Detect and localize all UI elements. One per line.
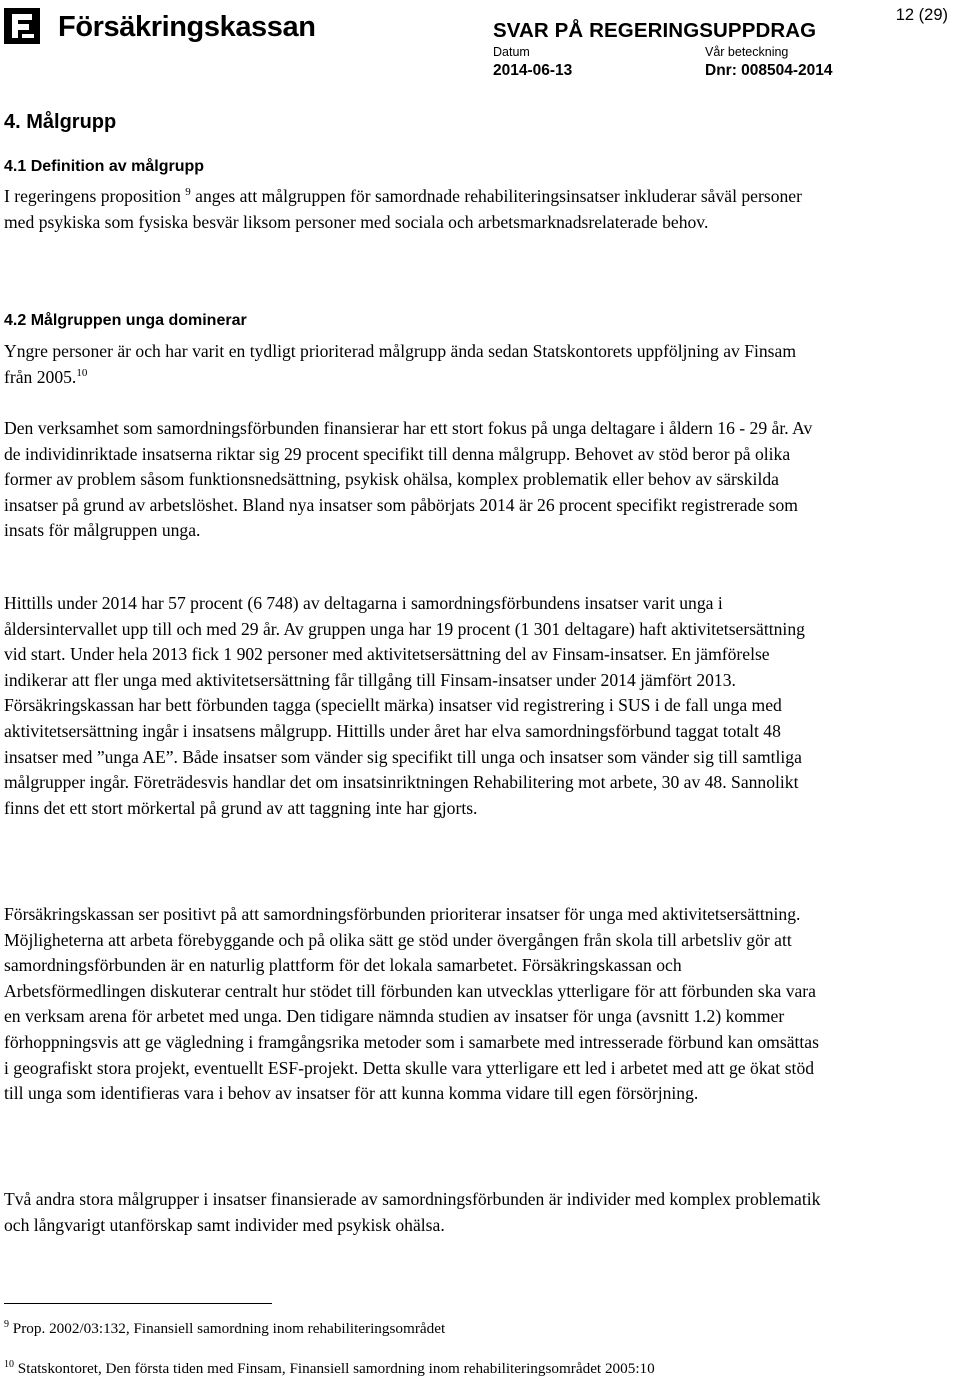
reference-label: Vår beteckning: [705, 45, 789, 59]
footnote-divider: [4, 1303, 272, 1304]
paragraph-definition: I regeringens proposition $^9$ anges att målgruppen för samordnade rehabiliteringsinsatser inkluderar såväl personer med psykiska som fysiska besvär liksom personer med sociala och arbetsmarknadsrelaterade behov.: [4, 186, 802, 232]
paragraph-young-priority: Yngre personer är och har varit en tydligt prioriterad målgrupp ända sedan Statskontorets uppföljning av Finsam från 2005.10: [4, 341, 797, 387]
reference-value: Dnr: 008504-2014: [705, 62, 833, 79]
paragraph-other-groups: Två andra stora målgrupper i insatser finansierade av samordningsförbunden är individer med komplex problematik och långvarigt utanförskap samt individer med psykisk ohälsa.: [4, 1189, 821, 1235]
paragraph-positive-view: Försäkringskassan ser positivt på att samordningsförbunden prioriterar insatser för unga med aktivitetsersättning. Möjligheterna att arbeta förebyggande och på olika sätt ge stöd under övergången från skola till arbetsliv gör att samordningsförbunden är en naturlig plattform för det lokala samarbetet. Försäkringskassan och Arbetsförmedlingen diskuterar centralt hur stödet till förbunden kan utvecklas ytterligare för att förbunden ska vara en verksam arena för arbetet med unga. Den tidigare nämnda studien av insatser för unga (avsnitt 1.2) kommer förhoppningsvis att ge vägledning i framgångsrika metoder som i samarbete med intresserade förbund kan omsättas i geografiskt stora projekt, eventuellt ESF-projekt. Detta skulle vara ytterligare ett led i arbetet med att ge ökat stöd till unga som identifieras vara i behov av insatser för att kunna komma vidare till egen försörjning.: [4, 904, 819, 1104]
subsection-heading-4-1: 4.1 Definition av målgrupp: [4, 158, 205, 175]
logo: [4, 6, 334, 46]
date-value: 2014-06-13: [493, 62, 573, 79]
paragraph-focus-young: Den verksamhet som samordningsförbunden finansierar har ett stort fokus på unga deltagare i åldern 16 - 29 år. Av de individinriktade insatserna riktar sig 29 procent specifikt till denna målgrupp. Behovet av stöd beror på olika former av problem såsom funktionsnedsättning, psykisk ohälsa, komplex problematik eller behov av särskilda insatser på grund av arbetslöshet. Bland nya insatser som påbörjats 2014 är 26 procent specifikt registrerade som insats för målgruppen unga.: [4, 418, 813, 541]
footnote-ref-9: 9: [185, 186, 191, 199]
page-number: 12 (29): [895, 6, 948, 24]
footnote-9: $^9$ Prop. 2002/03:132, Finansiell samordning inom rehabiliteringsområdet: [4, 1318, 446, 1337]
footnote-10: $^{10}$ Statskontoret, Den första tiden med Finsam, Finansiell samordning inom rehabiliteringsområdet 2005:10: [4, 1358, 655, 1377]
document-type: SVAR PÅ REGERINGSUPPDRAG: [493, 19, 817, 42]
section-heading: 4. Målgrupp: [4, 111, 117, 133]
date-label: Datum: [493, 45, 530, 59]
logo-text: Försäkringskassan: [58, 11, 316, 43]
footnote-ref-10: 10: [76, 366, 88, 379]
forsakringskassan-logo-icon: [4, 8, 40, 44]
subsection-heading-4-2: 4.2 Målgruppen unga dominerar: [4, 312, 247, 329]
paragraph-statistics-2014: Hittills under 2014 har 57 procent (6 748) av deltagarna i samordningsförbundens insatser varit unga i åldersintervallet upp till och med 29 år. Av gruppen unga har 19 procent (1 301 deltagare) haft aktivitetsersättning vid start. Under hela 2013 fick 1 902 personer med aktivitetsersättning del av Finsam-insatser. En jämförelse indikerar att fler unga med aktivitetsersättning får tillgång till Finsam-insatser under 2014 jämfört 2013. Försäkringskassan har bett förbunden tagga (speciellt märka) insatser vid registrering i SUS i de fall unga med aktivitetsersättning ingår i insatsens målgrupp. Hittills under året har elva samordningsförbund taggat totalt 48 insatser med ”unga AE”. Både insatser som vänder sig specifikt till unga och insatser som vänder sig till samtliga målgrupper ingår. Företrädesvis handlar det om insatsinriktningen Rehabilitering mot arbete, 30 av 48. Sannolikt finns det ett stort mörkertal på grund av att taggning inte har gjorts.: [4, 593, 805, 818]
